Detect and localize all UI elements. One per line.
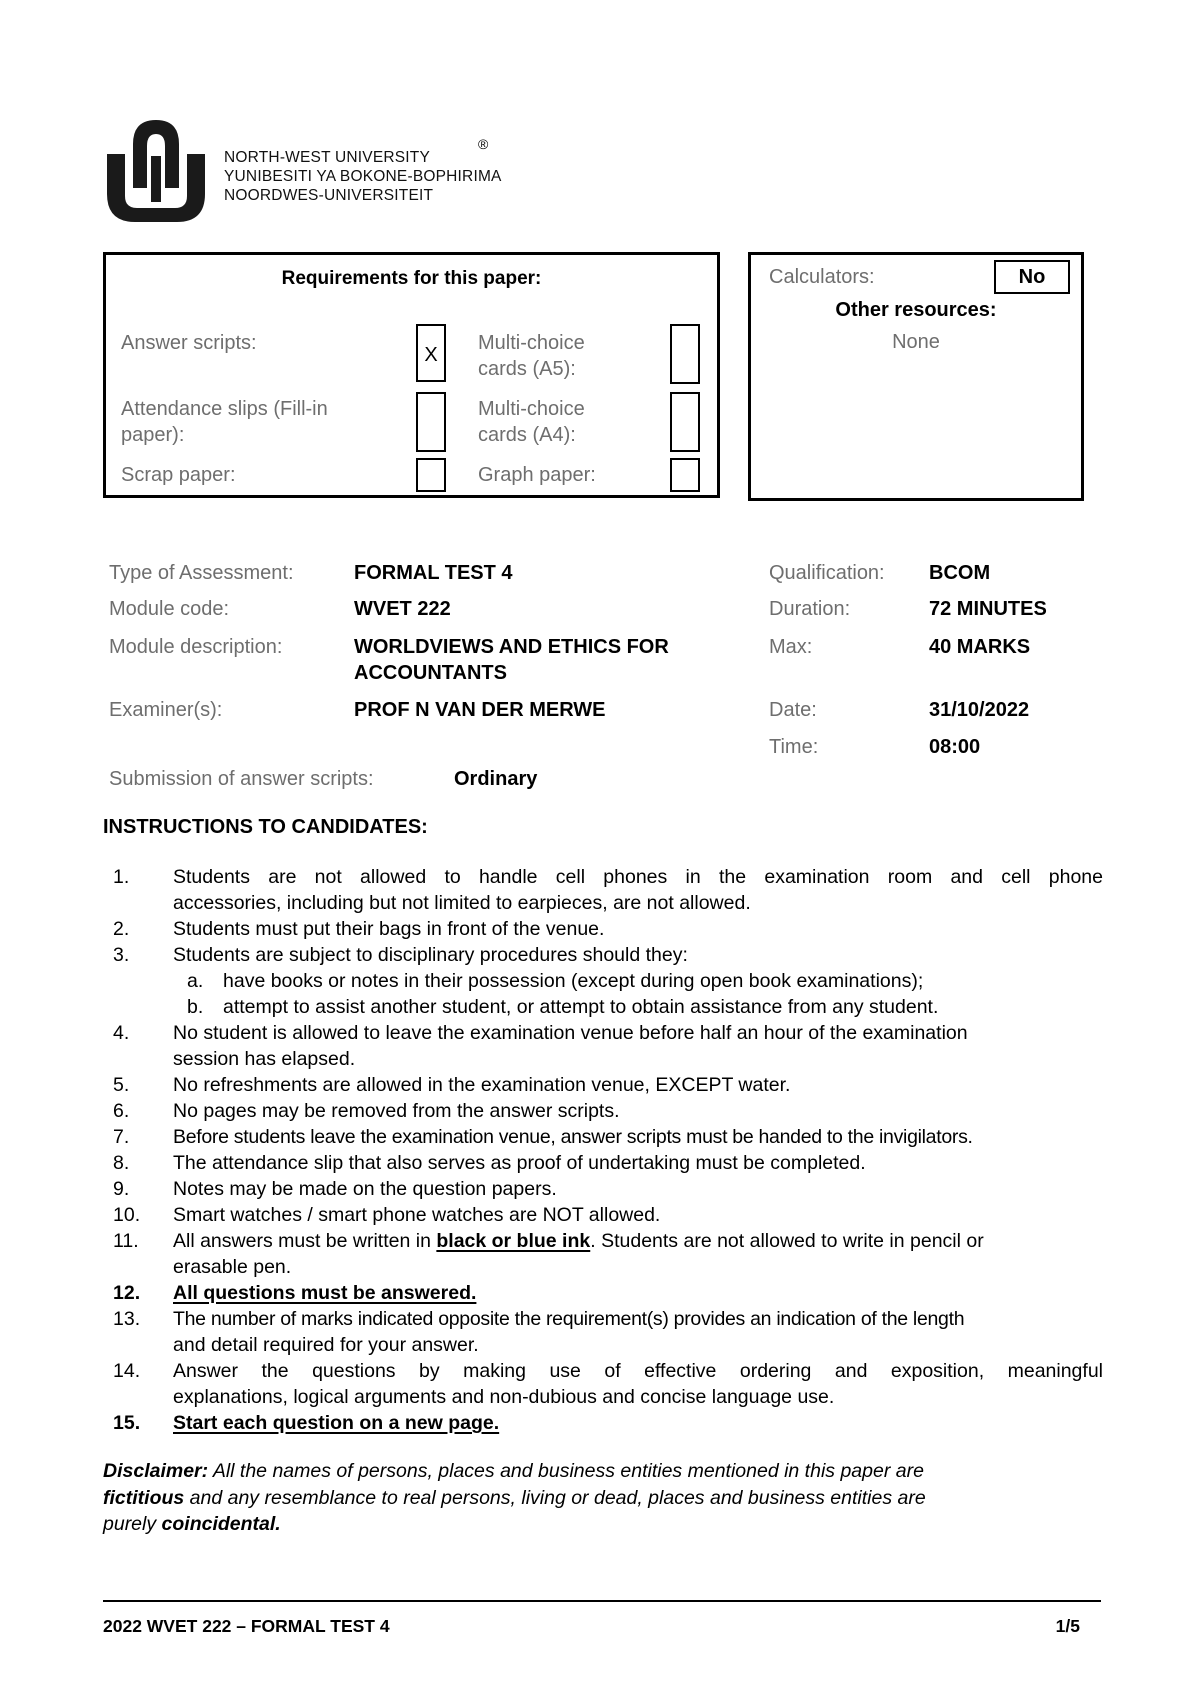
attendance-label-line2: paper):	[121, 424, 185, 446]
assessment-type-value: FORMAL TEST 4	[354, 562, 513, 584]
instruction-text: No refreshments are allowed in the examination venue, EXCEPT water.	[173, 1074, 791, 1096]
instruction-number: 3.	[113, 944, 130, 966]
instruction-text-part: All answers must be written in	[173, 1230, 437, 1252]
module-description-label: Module description:	[109, 636, 283, 658]
instruction-text: All questions must be answered.	[173, 1282, 477, 1304]
mc-a4-checkbox[interactable]	[670, 392, 700, 452]
instruction-number: 7.	[113, 1126, 130, 1148]
instruction-text: and detail required for your answer.	[173, 1334, 479, 1356]
disclaimer-line	[103, 1458, 1103, 1485]
disclaimer-line	[103, 1511, 1103, 1538]
graph-paper-label: Graph paper:	[478, 464, 596, 486]
university-name-tn: YUNIBESITI YA BOKONE-BOPHIRIMA	[224, 168, 502, 185]
attendance-checkbox[interactable]	[416, 392, 446, 452]
sub-item-letter: a.	[187, 970, 204, 992]
instruction-number: 14.	[113, 1360, 141, 1382]
qualification-value: BCOM	[929, 562, 991, 584]
instruction-text	[173, 1229, 1103, 1255]
instruction-text: Students are not allowed to handle cell phones in the examination room and cell phone	[173, 866, 1103, 888]
time-label: Time:	[769, 736, 819, 758]
date-label: Date:	[769, 699, 817, 721]
footer-title: 2022 WVET 222 – FORMAL TEST 4	[103, 1616, 390, 1636]
module-description-value-line1: WORLDVIEWS AND ETHICS FOR	[354, 636, 669, 658]
instruction-text: No pages may be removed from the answer scripts.	[173, 1100, 620, 1122]
date-value: 31/10/2022	[929, 699, 1030, 721]
other-resources-value: None	[892, 331, 940, 353]
assessment-type-label: Type of Assessment:	[109, 562, 294, 584]
instruction-text: The number of marks indicated opposite the requirement(s) provides an indication of the length	[173, 1308, 965, 1330]
instruction-text: session has elapsed.	[173, 1048, 356, 1070]
instruction-number: 8.	[113, 1152, 130, 1174]
instruction-number: 4.	[113, 1022, 130, 1044]
instruction-number: 1.	[113, 866, 130, 888]
instruction-text: Students are subject to disciplinary procedures should they:	[173, 944, 688, 966]
instruction-number: 15.	[113, 1412, 141, 1434]
calculators-value: No	[994, 260, 1070, 294]
qualification-label: Qualification:	[769, 562, 885, 584]
scrap-paper-label: Scrap paper:	[121, 464, 236, 486]
disclaimer-text: and any resemblance to real persons, living or dead, places and business entities are	[184, 1486, 926, 1509]
graph-paper-checkbox[interactable]	[670, 458, 700, 492]
instruction-number: 10.	[113, 1204, 141, 1226]
footer-divider	[103, 1600, 1101, 1602]
instruction-text: explanations, logical arguments and non-dubious and concise language use.	[173, 1386, 835, 1408]
disclaimer-emphasis: fictitious	[103, 1486, 185, 1509]
instruction-number: 11.	[113, 1230, 139, 1252]
mc-a5-label-line1: Multi-choice	[478, 332, 585, 354]
university-name-en: NORTH-WEST UNIVERSITY	[224, 149, 431, 166]
instruction-number: 9.	[113, 1178, 130, 1200]
instruction-text: Notes may be made on the question papers.	[173, 1178, 557, 1200]
registered-mark: ®	[478, 136, 489, 152]
other-resources-label: Other resources:	[835, 299, 997, 321]
instruction-text: accessories, including but not limited to earpieces, are not allowed.	[173, 892, 751, 914]
duration-value: 72 MINUTES	[929, 598, 1047, 620]
mc-a5-checkbox[interactable]	[670, 324, 700, 384]
disclaimer-text: All the names of persons, places and business entities mentioned in this paper are	[208, 1460, 924, 1482]
max-label: Max:	[769, 636, 813, 658]
sub-item-letter: b.	[187, 996, 204, 1018]
examiner-label: Examiner(s):	[109, 699, 223, 721]
module-description-value-line2: ACCOUNTANTS	[354, 662, 507, 684]
instruction-number: 12.	[113, 1282, 141, 1304]
nwu-emblem-icon	[103, 116, 209, 226]
university-name-af: NOORDWES-UNIVERSITEIT	[224, 187, 434, 204]
time-value: 08:00	[929, 736, 981, 758]
examiner-value: PROF N VAN DER MERWE	[354, 699, 606, 721]
sub-item-text: attempt to assist another student, or attempt to obtain assistance from any student.	[223, 996, 939, 1018]
mc-a4-label-line2: cards (A4):	[478, 424, 576, 446]
module-code-value: WVET 222	[354, 598, 451, 620]
disclaimer-text: purely	[103, 1513, 162, 1535]
instruction-text: The attendance slip that also serves as proof of undertaking must be completed.	[173, 1152, 866, 1174]
answer-scripts-label: Answer scripts:	[121, 332, 257, 354]
instruction-text: Before students leave the examination venue, answer scripts must be handed to the invigilators.	[173, 1126, 973, 1148]
instruction-text: Start each question on a new page.	[173, 1412, 500, 1434]
university-logo	[103, 116, 209, 226]
page-number: 1/5	[1055, 1616, 1080, 1636]
scrap-paper-checkbox[interactable]	[416, 458, 446, 492]
instruction-text: Students must put their bags in front of the venue.	[173, 918, 605, 940]
sub-item-text: have books or notes in their possession (except during open book examinations);	[223, 970, 924, 992]
answer-scripts-checkbox[interactable]	[416, 324, 446, 382]
checkbox-mark: X	[424, 344, 438, 366]
duration-label: Duration:	[769, 598, 851, 620]
instruction-number: 13.	[113, 1308, 141, 1330]
submission-label: Submission of answer scripts:	[109, 768, 374, 790]
disclaimer-label: Disclaimer:	[103, 1460, 209, 1482]
instruction-text: No student is allowed to leave the examination venue before half an hour of the examination	[173, 1022, 968, 1044]
instruction-number: 2.	[113, 918, 130, 940]
instruction-text: Smart watches / smart phone watches are NOT allowed.	[173, 1204, 661, 1226]
disclaimer-line	[103, 1485, 1103, 1512]
attendance-label-line1: Attendance slips (Fill-in	[121, 398, 328, 420]
instruction-number: 6.	[113, 1100, 130, 1122]
instruction-text: erasable pen.	[173, 1256, 292, 1278]
instruction-text: Answer the questions by making use of effective ordering and exposition, meaningful	[173, 1360, 1103, 1382]
instruction-number: 5.	[113, 1074, 130, 1096]
ink-emphasis: black or blue ink	[436, 1230, 591, 1252]
disclaimer	[103, 1458, 1103, 1538]
instructions-heading: INSTRUCTIONS TO CANDIDATES:	[103, 816, 428, 838]
requirements-title: Requirements for this paper:	[281, 268, 542, 289]
instruction-text-part: . Students are not allowed to write in pencil or	[590, 1230, 984, 1252]
mc-a4-label-line1: Multi-choice	[478, 398, 585, 420]
module-code-label: Module code:	[109, 598, 230, 620]
submission-value: Ordinary	[454, 768, 538, 790]
disclaimer-emphasis: coincidental.	[161, 1513, 281, 1535]
mc-a5-label-line2: cards (A5):	[478, 358, 576, 380]
calculators-label: Calculators:	[769, 266, 875, 288]
max-value: 40 MARKS	[929, 636, 1031, 658]
